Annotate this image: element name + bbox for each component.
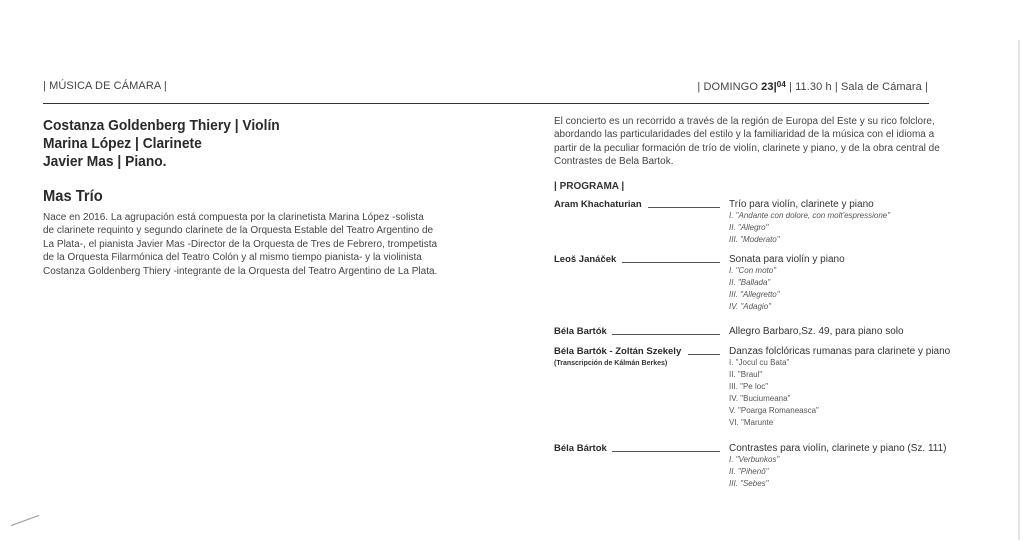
leader-line <box>612 334 720 335</box>
composer-name: Leoš Janáček <box>554 254 617 265</box>
arranger-note: (Transcripción de Kálmán Berkes) <box>554 360 668 367</box>
scan-edge <box>1018 40 1020 540</box>
ensemble-bio <box>43 211 463 278</box>
movement: I. "Verbunkos" <box>729 455 780 464</box>
performers-list <box>43 117 483 171</box>
movement: II. "Braul" <box>729 370 763 379</box>
scan-mark <box>11 515 40 526</box>
date-prefix: | DOMINGO <box>697 81 762 93</box>
ensemble-title: Mas Trío <box>43 188 103 205</box>
movement: I. "Andante con dolore, con molt'espressione" <box>729 211 891 220</box>
time-place: | 11.30 h | Sala de Cámara | <box>785 81 928 93</box>
movement: IV. "Adagio" <box>729 302 771 311</box>
day: 23 <box>761 81 774 93</box>
movement: VI. "Marunte <box>729 418 774 427</box>
performer-piano: Javier Mas | Piano. <box>43 153 167 170</box>
composer-name: Béla Bartók - Zoltán Szekely <box>554 346 682 357</box>
composer-name: Aram Khachaturian <box>554 199 642 210</box>
movement: II. "Pihenő" <box>729 467 769 476</box>
composer-name: Béla Bartók <box>554 326 607 337</box>
leader-line <box>648 207 720 208</box>
program-item <box>554 443 947 493</box>
movement: V. "Poarga Romaneasca" <box>729 406 819 415</box>
work-title: Danzas folclóricas rumanas para clarinete y piano <box>729 346 951 357</box>
intro-line: partir de la peculiar formación de trío de violín, clarinete y piano, y de la obra central de <box>554 142 940 154</box>
work-title: Allegro Barbaro,Sz. 49, para piano solo <box>729 326 904 337</box>
work-title: Sonata para violín y piano <box>729 254 845 265</box>
bio-line: de clarinete requinto y segundo clarinete de la Orquesta Estable del Teatro Argentino de <box>43 225 434 237</box>
movement: III. "Allegretto" <box>729 290 780 299</box>
movement: III. "Pe loc" <box>729 382 769 391</box>
movement: I. "Jocul cu Bata" <box>729 358 790 367</box>
program-item <box>554 346 951 430</box>
movement: III. "Moderato" <box>729 235 780 244</box>
program-item <box>554 326 934 340</box>
bio-line: Costanza Goldenberg Thiery -integrante de la Orquesta del Teatro Argentino de La Plata. <box>43 265 438 277</box>
program-title: | PROGRAMA | <box>554 181 625 192</box>
bio-line: Nace en 2016. La agrupación está compuesta por la clarinetista Marina López -solista <box>43 212 424 223</box>
intro-line: abordando las particularidades del estilo y la familiaridad de la música con el idioma a <box>554 129 935 141</box>
concert-intro <box>554 115 940 169</box>
movement: I. "Con moto" <box>729 266 777 275</box>
movement: II. "Allegro" <box>729 223 769 232</box>
work-title: Trío para violín, clarinete y piano <box>729 199 874 210</box>
intro-line: El concierto es un recorrido a través de la región de Europa del Este y su rico folclore, <box>554 116 935 127</box>
movement: II. "Ballada" <box>729 278 771 287</box>
performer-clarinet: Marina López | Clarinete <box>43 135 202 152</box>
work-title: Contrastes para violín, clarinete y piano (Sz. 111) <box>729 443 947 454</box>
program-item <box>554 199 934 249</box>
section-label: | MÚSICA DE CÁMARA | <box>43 80 167 92</box>
leader-line <box>622 262 720 263</box>
bio-line: de la Orquesta Filarmónica del Teatro Colón y al mismo tiempo pianista- y la violinista <box>43 252 422 264</box>
month-separator: | <box>773 81 777 93</box>
bio-line: La Plata-, el pianista Javier Mas -Director de la Orquesta de Tres de Febrero, trompetista <box>43 238 438 250</box>
date-time-venue <box>697 80 928 93</box>
program-item <box>554 254 934 316</box>
intro-line: Contrastes de Bela Bartok. <box>554 156 674 168</box>
movement: III. "Sebes" <box>729 479 769 488</box>
month: 04 <box>776 80 786 89</box>
performer-violin: Costanza Goldenberg Thiery | Violín <box>43 117 280 134</box>
leader-line <box>688 354 720 355</box>
composer-name: Béla Bártok <box>554 443 607 454</box>
movement: IV. "Buciumeana" <box>729 394 791 403</box>
leader-line <box>612 451 720 452</box>
header-divider <box>43 103 929 104</box>
